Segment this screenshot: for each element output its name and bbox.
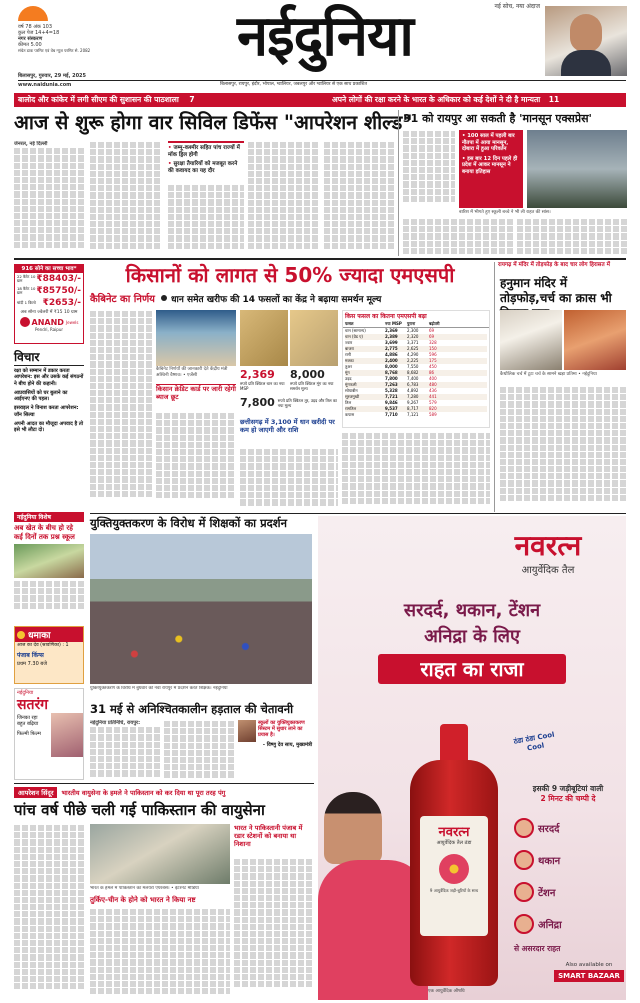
farmers-headline: किसानों को लागत से 50% ज्यादा एमएसपी [125, 263, 455, 287]
msp-cell: तिल [345, 400, 352, 405]
dhamaka-box [14, 626, 84, 684]
dal-photo [290, 310, 338, 366]
dhamaka-sub: आज का देव (श्रावणिका) : 1 [17, 643, 69, 648]
msp-cell: 480 [429, 382, 437, 387]
msp-col-header: पुराना [407, 321, 416, 326]
msp-cell: उड़द [345, 376, 352, 381]
vichar-item: रक्षा को सम्मान में डकार करता आपरेशन: इस और उसके कई संगठनों ने बीच होने की कहानी। [14, 368, 84, 387]
gold-rate-label: चांदी 1 किलो [17, 299, 36, 305]
anand-brand-sub: Jewels [65, 319, 79, 325]
paddy-photo [240, 310, 288, 366]
teachers-headline: युक्तियुक्तकरण के विरोध में शिक्षकों का प्रदर्शन [90, 516, 287, 530]
temple-headline: हनुमान मंदिर में तोड़फोड़,चर्च का क्रास भी [500, 276, 612, 305]
bullet-icon [161, 295, 167, 301]
ipl-icon [17, 631, 25, 639]
vishesh-headline: अब खेत के बीच हो रहे कई दिनों तक प्रश्न स्कूल [14, 524, 75, 541]
farmers-col-2 [156, 412, 236, 508]
navratna-logo [488, 530, 608, 576]
ad-line-2: अनिद्रा के लिए [424, 626, 520, 647]
temple-photo-1 [500, 310, 562, 370]
cool-badge: ठंडा ठंडा Cool Cool [513, 730, 556, 753]
msp-cell: 436 [429, 388, 437, 393]
dhamaka-team: पंजाब किंग्स [17, 652, 44, 659]
gold-rate-label: 18 कैरेट 10 ग्राम [17, 285, 36, 295]
lead-col-3 [168, 184, 244, 254]
temple-caption: कैथोलिक चर्च में टूटा चर्च के सामने खड़ा प्रतिमा • नईदुनिया [500, 372, 597, 377]
msp-stat-value: 8,000 [290, 368, 325, 381]
msp-cell: सूरजमुखी [345, 394, 360, 399]
msp-cell: 4,886 [385, 352, 398, 357]
msp-cell: बाजरा [345, 346, 354, 351]
msp-cell: 7,721 [385, 394, 398, 399]
anand-logo-icon [20, 317, 30, 327]
msp-cell: रामतिल [345, 406, 357, 411]
temple-kicker: रायगढ़ में मंदिर में तोड़फोड़ के बाद चार लोग हिरासत में [498, 262, 610, 268]
msp-table [342, 310, 490, 428]
farmers-section: कैबिनेट का निर्णय [90, 294, 155, 305]
monsoon-story [398, 110, 626, 256]
msp-cell: 69 [429, 328, 435, 333]
msp-stat-2 [290, 368, 338, 391]
monsoon-callout-item: इस बार 12 दिन पहले ही प्रदेश में आकर मानसून ने बनाया इतिहास [462, 155, 518, 175]
lead-story [14, 110, 413, 256]
msp-cell: 3,371 [407, 340, 419, 345]
anand-brand: ANAND [31, 317, 64, 327]
teachers-caption: युक्तियुक्तकरण के विरोध में बुधवार को नवा रायपुर में प्रदर्शन करते शिक्षक। नईदुनिया [90, 686, 228, 691]
bottle-brand: नवरत्न [438, 825, 470, 840]
strike-quote: स्कूलों का युक्तियुक्तकरण सिस्टम में सुधार लाने का प्रयास है। [258, 720, 305, 738]
masthead [0, 0, 640, 92]
msp-cell: 6,783 [407, 382, 419, 387]
website: www.naidunia.com [18, 82, 72, 88]
msp-cell: 7,263 [385, 382, 398, 387]
msp-cell: 596 [429, 352, 437, 357]
vichar-item: आप्रवासियों को घर बुलाने का आईएनए की पहल। [14, 389, 68, 403]
monsoon-caption: बारिश में भीगते हुए स्कूली बच्चे ने भी ली राहत की सांस। [459, 210, 551, 215]
msp-cell: तुअर [345, 364, 352, 369]
smart-bazaar-logo: SMART BAZAAR [554, 970, 624, 982]
meta-line: कीमत 5.00 [18, 42, 42, 48]
sindoor-story [14, 786, 314, 1000]
lead-bullet: जम्मू-कश्मीर सहित पांच राज्यों में मॉक ड्रिल होगी [168, 145, 240, 158]
msp-table-row [345, 412, 487, 418]
satrang-logo: सतरंग [17, 697, 49, 713]
benefit-icon [514, 882, 534, 902]
msp-cell: 400 [429, 376, 437, 381]
farmers-subhead: धान समेत खरीफ की 14 फसलों का केंद्र ने बढ़ाया समर्थन मूल्य [170, 294, 382, 305]
sindoor-subhead: तुर्किए-चीन के होने को भारत ने किया नष्ट [90, 896, 196, 904]
gold-rate-value: ₹2653/- [42, 298, 81, 308]
lead-col-2 [90, 141, 162, 253]
msp-cell: सोयाबीन [345, 388, 358, 393]
benefit-icon [514, 818, 534, 838]
msp-cell: 7,710 [385, 412, 398, 417]
logo-title: नईदुनिया [237, 4, 413, 69]
anand-city: Pendri, Raipur [34, 327, 64, 332]
msp-cell: 7,550 [407, 364, 419, 369]
ad-mark: एक आयुर्वेदिक औषधि [428, 989, 465, 994]
msp-cell: 9,537 [385, 406, 398, 411]
gold-rate-value: ₹85750/- [36, 286, 81, 296]
farmers-col-3 [240, 448, 338, 508]
lead-col-1 [14, 141, 86, 253]
gold-rate-note: अब सोना ज्वेलरी में ₹15 10 ग्राम [20, 310, 78, 315]
msp-stat-value: 2,369 [240, 368, 275, 381]
cm-photo [238, 720, 256, 742]
teachers-story [90, 516, 312, 690]
ticker-right [332, 95, 559, 105]
lead-headline: आज से शुरू होगा वार सिविल डिफेंस "आपरेशन शील्ड" [14, 111, 413, 134]
tagline: नई सोच, नया अंदाज [494, 3, 540, 10]
editions-line: बिलासपुर, रायपुर, इंदौर, भोपाल, ग्वालियर, जबलपुर और ग्वालियर से एक साथ प्रकाशित [220, 82, 368, 87]
ticker-left-page: 7 [189, 95, 195, 104]
msp-stat-label: रुपये प्रति क्विंटल धान का नया MSP [240, 381, 285, 391]
meta-line: वर्ष 78 अंक 103 [18, 24, 53, 30]
msp-col-header: नया MSP [385, 321, 402, 326]
vichar-item: इसराइल ने विनाश करता आपरेशन: जॉन सिल्वा [14, 405, 79, 418]
msp-cell: मूंगफली [345, 382, 357, 387]
temple-col-1 [500, 386, 562, 510]
msp-cell: 150 [429, 346, 437, 351]
sindoor-headline: पांच वर्ष पीछे चली गई पाकिस्तान की वायुसेना [14, 801, 265, 819]
msp-cell: 450 [429, 364, 437, 369]
msp-cell: 4,892 [407, 388, 419, 393]
monsoon-headline: 31 को रायपुर आ सकती है 'मानसून एक्सप्रेस' [403, 112, 592, 125]
msp-cell: 441 [429, 394, 437, 399]
msp-cell: 5,328 [385, 388, 398, 393]
monsoon-photo [527, 130, 627, 208]
msp-col-header: फसल [345, 321, 354, 326]
msp-cell: 7,800 [385, 376, 398, 381]
strike-story [90, 702, 312, 780]
benefit-label: टेंशन [538, 888, 556, 899]
lead-dateline: जेनरल, नई दिल्ली [14, 141, 48, 147]
flower-icon [439, 854, 469, 884]
ticker-right-text: अपने लोगों की रक्षा करने के भारत के अधिकार को कई देशों ने दी है मान्यता [332, 95, 541, 104]
satrang-photo [51, 713, 83, 757]
msp-cell: धान (सामान्य) [345, 328, 366, 333]
airbase-photo [90, 824, 230, 884]
msp-cell: धान (ग्रेड ए) [345, 334, 363, 339]
benefit-list [514, 812, 622, 940]
strike-headline: 31 मई से अनिश्चितकालीन हड़ताल की चेतावनी [90, 702, 294, 716]
dateline: बिलासपुर, गुरुवार, 29 मई, 2025 [18, 73, 87, 79]
msp-cell: 7,400 [407, 376, 419, 381]
gold-rate-label: 22 कैरेट 10 ग्राम [17, 273, 36, 283]
sindoor-kicker: भारतीय वायुसेना के हमले ने पाकिस्तान को कर दिया था पूरा तरह पंगु [61, 788, 226, 797]
ad-banner-text: राहत का राजा [420, 657, 524, 681]
vishesh-box [14, 512, 84, 624]
msp-cell: 589 [429, 412, 437, 417]
oil-bottle [410, 724, 498, 986]
monsoon-col-2 [403, 218, 513, 256]
msp-cell: 7,121 [407, 412, 419, 417]
strike-byline: - विष्णु देव साय, मुख्यमंत्री [262, 742, 312, 748]
sindoor-sidebar-head: भारत ने पाकिस्तानी पंजाब में रडार स्टेशनों को बनाया था निशाना [234, 824, 303, 848]
msp-cell: कपास [345, 412, 355, 417]
ticker-left-text: बालोद और कांकेर में लगी सीएम की सुशासन की पाठशाला [18, 95, 179, 104]
msp-cell: 820 [429, 406, 437, 411]
msp-cell: 2,300 [407, 328, 419, 333]
msp-cell: 8,717 [407, 406, 419, 411]
vishesh-photo [14, 544, 84, 578]
herbs-line: इसकी 9 जड़ीबूटियां वाली [532, 784, 604, 793]
ad-line-1: सरदर्द, थकान, टेंशन [403, 600, 541, 621]
monsoon-col-3 [517, 218, 627, 256]
lead-bullet: सुरक्षा तैयारियों को मजबूत करने की कवायद का यह दौर [168, 161, 238, 174]
msp-cell: 2,389 [385, 334, 398, 339]
portrait-photo [545, 6, 627, 76]
msp-cell: 2,625 [407, 346, 419, 351]
vichar-item: अपनी आदत का मौजूदा अपवाद है तो इसे भी लौटा दो। [14, 421, 84, 434]
msp-cell: रागी [345, 352, 351, 357]
farmers-story [90, 262, 490, 512]
temple-col-2 [564, 386, 626, 510]
lead-bullet-box: • जम्मू-कश्मीर सहित पांच राज्यों में मॉक ड्रिल होगी • सुरक्षा तैयारियों को मजबूत करने की कवायद का यह दौर [168, 141, 244, 181]
msp-cell: मक्का [345, 358, 354, 363]
available-on: Also available on [565, 962, 613, 968]
msp-cell: 9,267 [407, 400, 419, 405]
credit-card-box: किसान क्रेडिट कार्ड पर जारी रहेगी ब्याज छूट [156, 384, 236, 410]
benefit-icon [514, 914, 534, 934]
msp-cell: 2,369 [385, 328, 398, 333]
msp-stat-1 [240, 368, 288, 391]
benefit-icon [514, 850, 534, 870]
monsoon-callout: • 100 साल में पहली बार नौतपा में आया मानसून, दोबारा में हुआ परिवर्तन • इस बार 12 दिन पहले ही प्रदेश में आकर मानसून ने बनाया इतिहास [459, 130, 523, 208]
msp-cell: 8,000 [385, 364, 398, 369]
msp-cell: 328 [429, 340, 437, 345]
farmers-col-4 [342, 432, 490, 508]
navratna-brand: नवरत्न [514, 529, 582, 562]
chhattisgarh-highlight: छत्तीसगढ़ में 3,100 में धान खरीदी पर कम हो जाएगी और राशि [240, 418, 335, 434]
gold-rate-box [14, 264, 84, 344]
gold-rate-value: ₹88403/- [36, 274, 81, 284]
msp-cell: 3,699 [385, 340, 398, 345]
msp-col-header: बढ़ोतरी [429, 321, 440, 326]
msp-cell: 2,320 [407, 334, 419, 339]
ad-model-figure [324, 792, 382, 864]
ad-banner [378, 654, 566, 684]
satrang-box [14, 688, 84, 780]
minister-photo [156, 310, 236, 366]
satrang-item: जिनका रहा बहुत बढ़िया [17, 715, 39, 727]
msp-cell: 7,280 [407, 394, 419, 399]
benefit-label: थकान [538, 856, 561, 867]
msp-stat-label: रुपये प्रति क्विंटल मूंग का नया समर्थन मूल्य [290, 381, 334, 391]
gold-rate-title: 916 सोने का सच्चा भाव* [15, 265, 83, 273]
satrang-item: फिल्मी फिल्म [17, 731, 41, 737]
msp-cell: 2,400 [385, 358, 398, 363]
navratna-ad [318, 516, 626, 1000]
strike-dateline: नईदुनिया प्रतिनिधि, रायपुर: [90, 720, 141, 726]
vichar-box [14, 348, 84, 508]
naidunia-sun-logo [18, 6, 48, 21]
minister-caption: कैबिनेट निर्णयों की जानकारी देते केंद्रीय मंत्री अश्विनी वैष्णव। • एजेंसी [156, 367, 228, 378]
herbs-box [514, 784, 622, 804]
monsoon-col-1 [403, 130, 455, 208]
msp-cell: 579 [429, 400, 437, 405]
ticker-bar [14, 93, 626, 107]
msp-table-title: किस फसल का कितना एमएसपी बढ़ा [345, 313, 427, 320]
msp-cell: 69 [429, 334, 435, 339]
msp-table-body [343, 328, 489, 418]
satrang-line: नईदुनिया [17, 690, 34, 696]
msp-cell: 2,775 [385, 346, 398, 351]
airbase-caption: भारत के हमले में पाकिस्तान का मलयरा एयरबेस। • इंटरनेट मीडिया [90, 886, 199, 891]
msp-stat-value: 7,800 [240, 396, 275, 409]
benefit-label: सरदर्द [538, 824, 560, 835]
bottle-desc: 9 आयुर्वेदिक जड़ी-बूटियों के साथ [429, 888, 479, 893]
msp-cell: 86 [429, 370, 435, 375]
ad-closing: से असरदार राहत [514, 944, 561, 953]
monsoon-callout-item: 100 साल में पहली बार नौतपा में आया मानसून, दोबारा में हुआ परिवर्तन [462, 133, 515, 152]
msp-cell: ज्वार [345, 340, 353, 345]
herbs-line-2: 2 मिनट की चम्पी दे [540, 794, 596, 803]
ticker-right-page: 11 [548, 95, 560, 104]
temple-photo-2 [564, 310, 626, 370]
ticker-left [18, 95, 195, 105]
navratna-sub: आयुर्वेदिक तैल [521, 565, 575, 576]
msp-cell: 4,290 [407, 352, 419, 357]
bottle-sub: आयुर्वेदिक तैल ठंडा [436, 840, 472, 846]
meta-line: संचेत डाक परमिट एवं वेब न्यूज परमिट से. 2082 [18, 48, 91, 53]
protest-photo [90, 534, 312, 684]
meta-line: कुल पेज 14+4=18 [18, 30, 60, 36]
msp-cell: 8,682 [407, 370, 419, 375]
edition-meta [18, 24, 138, 54]
lead-col-4 [248, 141, 320, 253]
vichar-heading: विचार [14, 348, 84, 366]
vishesh-tag: नईदुनिया विशेष [14, 512, 84, 522]
farmers-col-1 [90, 310, 152, 510]
msp-cell: 9,846 [385, 400, 398, 405]
dhamaka-title: धमाका [28, 631, 51, 641]
lead-col-5 [324, 141, 394, 253]
dhamaka-time: प्रथम 7.30 बजे [17, 661, 47, 667]
msp-cell: मूंग [345, 370, 350, 375]
benefit-label: अनिद्रा [538, 920, 562, 931]
msp-cell: 2,225 [407, 358, 419, 363]
meta-line: नगर संस्करण [18, 36, 43, 42]
msp-stat-3 [240, 396, 338, 409]
sindoor-tag: आपरेशन सिंदूर [14, 787, 57, 798]
msp-cell: 175 [429, 358, 437, 363]
msp-stat-label: रुपये प्रति क्विंटल तूर, उड़द और तिल का नया मूल्य [277, 397, 337, 408]
msp-cell: 8,768 [385, 370, 398, 375]
